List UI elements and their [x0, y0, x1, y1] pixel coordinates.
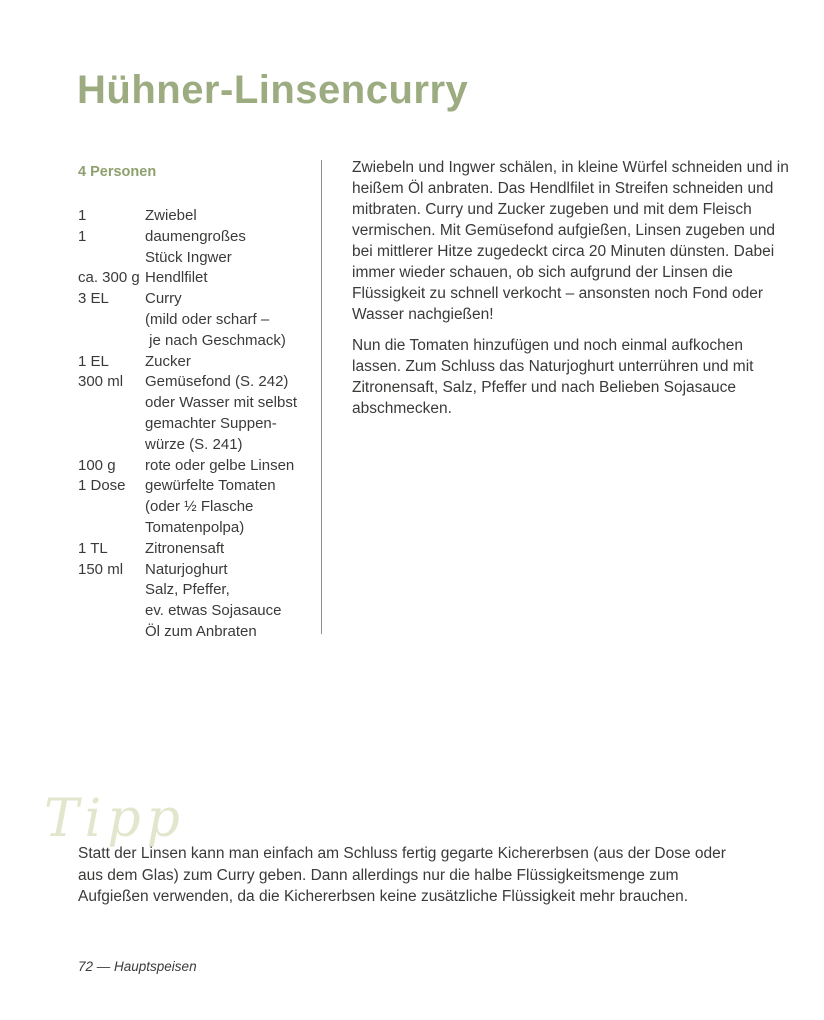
- ingredient-row: [78, 560, 321, 581]
- ingredient-name: je nach Geschmack): [145, 331, 286, 349]
- ingredient-row: [78, 622, 321, 643]
- ingredient-qty: 1: [78, 207, 87, 224]
- ingredient-qty: 150 ml: [78, 560, 124, 578]
- recipe-title: Hühner-Linsencurry: [77, 68, 469, 112]
- ingredient-name: daumengroßes: [145, 227, 246, 245]
- ingredient-qty: [78, 248, 145, 269]
- ingredient-name: Salz, Pfeffer,: [145, 581, 230, 599]
- tip-text: Statt der Linsen kann man einfach am Schluss fertig gegarte Kichererbsen (aus der Dose oder aus dem Glas) zum Curry geben. Dann allerdings nur die halbe Flüssigkeitsmenge zum Aufgießen verwenden, da die Kichererbsen keine zusätzliche Flüssigkeit mehr brauchen.: [78, 845, 726, 905]
- page-footer: 72 — Hauptspeisen: [78, 959, 197, 974]
- ingredient-qty: 1 EL: [78, 352, 109, 370]
- ingredient-row: [78, 331, 321, 352]
- ingredient-name: gewürfelte Tomaten: [145, 477, 276, 495]
- ingredients-column: [78, 164, 321, 643]
- ingredient-name: Gemüsefond (S. 242): [145, 373, 289, 391]
- ingredient-name: Naturjoghurt: [145, 560, 228, 578]
- instructions-column: [352, 157, 794, 429]
- ingredient-name: (oder ½ Flasche: [145, 498, 254, 516]
- ingredient-name: würze (S. 241): [145, 435, 243, 453]
- ingredient-qty: [78, 331, 145, 352]
- ingredient-row: [78, 580, 321, 601]
- ingredient-qty: 300 ml: [78, 373, 124, 391]
- instruction-paragraph: Nun die Tomaten hinzufügen und noch einmal aufkochen lassen. Zum Schluss das Naturjoghurt unterrühren und mit Zitronensaft, Salz, Pfeffer und nach Belieben Sojasauce abschmecken.: [352, 337, 754, 417]
- ingredient-qty: [78, 497, 145, 518]
- ingredient-row: [78, 289, 321, 310]
- ingredient-row: [78, 206, 321, 227]
- ingredient-qty: ca. 300 g: [78, 269, 140, 287]
- ingredients-list: [78, 206, 321, 643]
- ingredient-row: [78, 497, 321, 518]
- ingredient-name: Zitronensaft: [145, 539, 225, 557]
- ingredient-name: Zucker: [145, 352, 191, 370]
- ingredient-row: [78, 539, 321, 560]
- ingredient-name: ev. etwas Sojasauce: [145, 602, 282, 620]
- tip-script-label: Tipp: [44, 789, 186, 849]
- ingredient-row: [78, 476, 321, 497]
- ingredient-qty: 1 TL: [78, 539, 108, 557]
- ingredient-name: Curry: [145, 290, 182, 308]
- ingredient-row: [78, 268, 321, 289]
- ingredient-name: Tomatenpolpa): [145, 518, 245, 536]
- ingredient-row: [78, 601, 321, 622]
- ingredient-row: [78, 456, 321, 477]
- ingredient-qty: [78, 601, 145, 622]
- ingredient-qty: 3 EL: [78, 290, 109, 308]
- ingredient-row: [78, 352, 321, 373]
- servings-label: 4 Personen: [78, 164, 157, 180]
- ingredient-name: Öl zum Anbraten: [145, 622, 257, 640]
- ingredient-qty: 100 g: [78, 456, 116, 474]
- ingredient-row: [78, 518, 321, 539]
- ingredient-qty: [78, 518, 145, 539]
- instruction-paragraph: Zwiebeln und Ingwer schälen, in kleine Würfel schneiden und in heißem Öl anbraten. Das Hendlfilet in Streifen schneiden und mitbraten. Curry und Zucker zugeben und mit dem Fleisch vermischen. Mit Gemüsefond aufgießen, Linsen zugeben und bei mittlerer Hitze zugedeckt circa 20 Minuten dünsten. Dabei immer wieder schauen, ob sich aufgrund der Linsen die Flüssigkeit zu schnell verkocht – ansonsten noch Fond oder Wasser nachgießen!: [352, 159, 789, 323]
- ingredient-qty: [78, 414, 145, 435]
- ingredient-qty: [78, 622, 145, 643]
- ingredient-qty: 1: [78, 227, 87, 245]
- ingredient-name: Hendlfilet: [145, 269, 208, 287]
- ingredient-name: gemachter Suppen-: [145, 414, 277, 432]
- column-divider: [321, 160, 322, 634]
- ingredient-name: oder Wasser mit selbst: [145, 394, 297, 412]
- ingredient-name: Stück Ingwer: [145, 248, 232, 266]
- ingredient-row: [78, 435, 321, 456]
- ingredient-row: [78, 372, 321, 393]
- ingredient-row: [78, 414, 321, 435]
- ingredient-qty: [78, 310, 145, 331]
- ingredient-row: [78, 227, 321, 248]
- ingredient-row: [78, 310, 321, 331]
- ingredient-qty: [78, 580, 145, 601]
- ingredient-row: [78, 393, 321, 414]
- ingredient-row: [78, 248, 321, 269]
- ingredient-qty: 1 Dose: [78, 477, 126, 495]
- ingredient-qty: [78, 435, 145, 456]
- ingredient-name: (mild oder scharf –: [145, 310, 270, 328]
- ingredient-name: rote oder gelbe Linsen: [145, 456, 295, 474]
- ingredient-qty: [78, 393, 145, 414]
- ingredient-name: Zwiebel: [145, 207, 197, 224]
